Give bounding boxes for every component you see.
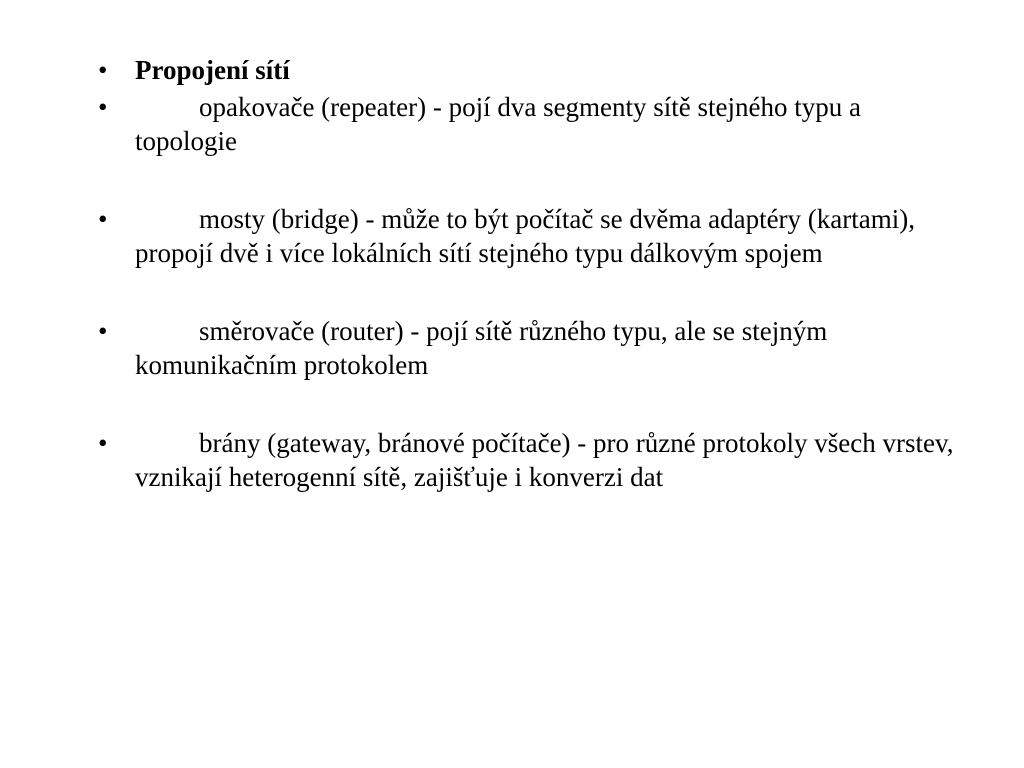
bullet-icon: •: [98, 55, 108, 85]
bullet-icon: •: [98, 428, 108, 458]
bullet-icon: •: [98, 92, 108, 122]
slide-title: Propojení sítí: [135, 55, 290, 85]
list-item-text: brány (gateway, bránové počítače) - pro různé protokoly všech vrstev, vznikají heterogenní sítě, zajišťuje i konverzi dat: [135, 428, 954, 492]
bullet-icon: •: [98, 316, 108, 346]
list-item-gateway: [0, 426, 1024, 494]
list-item-text: opakovače (repeater) - pojí dva segmenty sítě stejného typu a topologie: [135, 92, 862, 156]
list-item-text: směrovače (router) - pojí sítě různého typu, ale se stejným komunikačním protokolem: [135, 316, 828, 380]
list-item-bridge: [0, 202, 1024, 270]
list-item-router: [0, 314, 1024, 382]
list-item-repeater: [0, 90, 1024, 158]
bullet-list: [0, 53, 1024, 494]
bullet-icon: •: [98, 204, 108, 234]
list-item-title: [0, 53, 1024, 87]
list-item-text: mosty (bridge) - může to být počítač se dvěma adaptéry (kartami), propojí dvě i více lokálních sítí stejného typu dálkovým spojem: [135, 204, 915, 268]
